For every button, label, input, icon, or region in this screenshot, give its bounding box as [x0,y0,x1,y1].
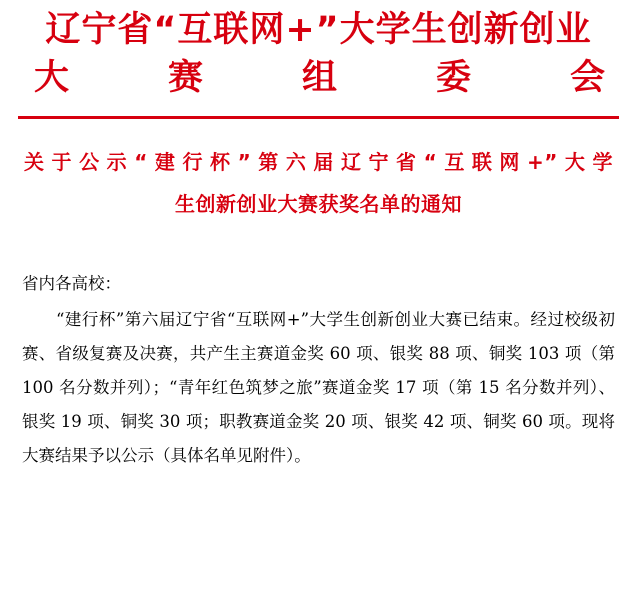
body-paragraph-text: “建行杯”第六届辽宁省“互联网+”大学生创新创业大赛已结束。经过校级初赛、省级复赛及决赛，共产生主赛道金奖 60 项、银奖 88 项、铜奖 103 项（第 100 名分数并列）；“青年红色筑梦之旅”赛道金奖 17 项（第 15 名分数并列）、银奖 19 项、铜奖 30 项；职教赛道金奖 20 项、银奖 42 项、铜奖 60 项。现将大赛结果予以公示（具体名单见附件）。 [22,310,615,465]
masthead-char-1: 大 [34,58,70,98]
salutation: 省内各高校： [22,274,121,293]
masthead-char-3: 组 [301,58,337,98]
page-title-line-1: 关于公示“建行杯”第六届辽宁省“互联网+”大学 [24,150,613,174]
masthead-line-2 [18,54,619,102]
masthead [18,0,619,102]
masthead-char-2: 赛 [167,58,203,98]
page-title-line-2: 生创新创业大赛获奖名单的通知 [175,192,462,216]
masthead-char-4: 委 [435,58,471,98]
page-title [18,141,619,225]
document-body [18,267,619,473]
masthead-line-1: 辽宁省“互联网+”大学生创新创业 [45,10,592,50]
body-paragraph [22,303,615,473]
masthead-divider-rule [18,116,619,119]
masthead-char-5: 会 [569,58,605,98]
